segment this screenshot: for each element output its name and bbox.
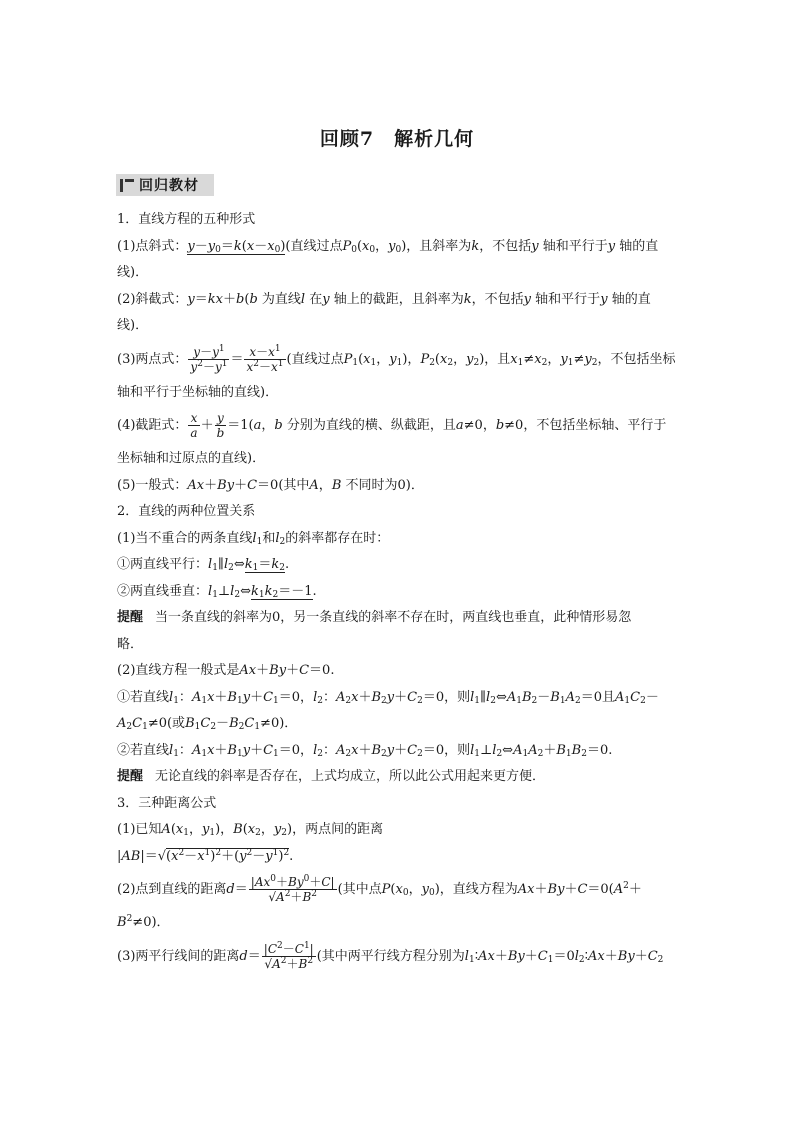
two-point-fraction-right: $\frac{x-x^1}{x^2-x^1}$	[246, 343, 284, 374]
tip-2: 提醒 无论直线的斜率是否存在，上式均成立，所以此公式用起来更方便．	[117, 769, 546, 784]
heading-2: 2．直线的两种位置关系	[117, 504, 256, 519]
heading-1: 1．直线方程的五种形式	[117, 212, 256, 227]
heading-3: 3．三种距离公式	[117, 795, 217, 811]
section-badge-label: 回归教材	[139, 178, 199, 194]
point-slope-line: (1)点斜式：$y-y_0=k(x-x_0)$(直线过点$P_0(x_0$，$y_0$)，且斜率为k，不包括y 轴和平行于y 轴的直	[117, 238, 659, 255]
distance-formula: $|AB|=√(x^2-x^1)^2+(y^2-y^1)^2$.	[117, 847, 294, 864]
two-point-line: (3)两点式： $\frac{y-y^1}{y^2-y^1}$ ＝ $\frac{x-x^1}{x^2-x^1}$ (直线过点$P_1(x_1$，$y_1$)，$P_2(x_2$，$y_2$)，且$x_1\ne x_2$，$y_1\ne y_2$，不包括坐标	[117, 343, 676, 374]
tip-1: 提醒 当一条直线的斜率为0，另一条直线的斜率不存在时，两直线也垂直，此种情形易忽	[117, 610, 632, 625]
point-line-distance: (2)点到直线的距离d＝ $\frac{|Ax^0+By^0+C|}{√A^2+B^2}$ (其中点$P(x_0$，$y_0$)，直线方程为$Ax+By+C=0(A^2+$	[117, 874, 642, 904]
two-point-fraction-left: $\frac{y-y^1}{y^2-y^1}$	[190, 343, 228, 374]
perpendicular-condition: ②两直线垂直：$l_1\perp l_2\Leftrightarrow k_1k_2=-1$.	[117, 583, 317, 600]
intercept-line: (4)截距式： $\frac{x}{a}$ ＋ $\frac{y}{b}$ ＝1(a，b 分别为直线的横、纵截距，且a≠0，b≠0，不包括坐标轴、平行于	[117, 411, 667, 440]
parallel-condition: ①两直线平行：$l_1\parallel l_2\Leftrightarrow k_1=k_2$.	[117, 557, 290, 573]
section-marker-icon	[120, 178, 134, 192]
general-perpendicular-condition: ②若直线$l_1$：$A_1x+B_1y+C_1=0$，$l_2$：$A_2x+B_2y+C_2=0$，则$l_1\perp l_2\Leftrightarrow A_1A_2+B_1B_2=0$.	[117, 742, 613, 759]
parallel-lines-distance: (3)两平行线间的距离d＝ $\frac{|C^2-C^1|}{√A^2+B^2}$ (其中两平行线方程分别为$l_1∶Ax+By+C_1=0l_2∶Ax+By+C_2$	[117, 940, 664, 971]
document-body: 1．直线方程的五种形式 (1)点斜式：$y-y_0=k(x-x_0)$(直线过点$P_0(x_0$，$y_0$)，且斜率为k，不包括y 轴和平行于y 轴的直 线)． (2)斜截式：y＝kx＋b(b 为直线l 在y 轴上的截距，且斜率为k，不包括y 轴和平行于y 轴的直 线)． (3)两点式： $\frac{y-y^1}{y^2-y^1}$ ＝ $\frac{x-x^1}{x^2-x^1}$ (直线过点$P_1(x_1$，$y_1$)，$P_2(x_2$，$y_2$)，且$x_1\ne x_2$，$y_1\ne y_2$，不包括坐标 轴和平行于坐标轴的直线)． (4)截距式： $\frac{x}{a}$ ＋ $\frac{y}{b}$ ＝1(a，b 分别为直线的横、纵截距，且a≠0，b≠0，不包括坐标轴、平行于 坐标轴和过原点的直线)． (5)一般式：Ax＋By＋C＝0(其中A，B 不同时为0)． 2．直线的两种位置关系 (1)当不重合的两条直线$l_1$和$l_2$的斜率都存在时： ①两直线平行：$l_1\parallel l_2\Leftrightarrow k_1=k_2$. ②两直线垂直：$l_1\perp l_2\Leftrightarrow k_1k_2=-1$. 提醒 当一条直线的斜率为0，另一条直线的斜率不存在时，两直线也垂直，此种情形易忽 略． (2)直线方程一般式是Ax＋By＋C＝0. ①若直线$l_1$：$A_1x+B_1y+C_1=0$，$l_2$：$A_2x+B_2y+C_2=0$，则$l_1\parallel l_2\Leftrightarrow A_1B_2-B_1A_2=0$且$A_1C_2-$ $A_2C_1\ne 0$(或$B_1C_2-B_2C_1\ne 0$)． ②若直线$l_1$：$A_1x+B_1y+C_1=0$，$l_2$：$A_2x+B_2y+C_2=0$，则$l_1\perp l_2\Leftrightarrow A_1A_2+B_1B_2=0$. 提醒 无论直线的斜率是否存在，上式均成立，所以此公式用起来更方便． 3．三种距离公式 (1)已知$A(x_1$，$y_1$)，$B(x_2$，$y_2$)，两点间的距离 $|AB|=√(x^2-x^1)^2+(y^2-y^1)^2$. (2)点到直线的距离d＝ $\frac{|Ax^0+By^0+C|}{√A^2+B^2}$ (其中点$P(x_0$，$y_0$)，直线方程为$Ax+By+C=0(A^2+$ $B^2\ne 0$)． (3)两平行线间的距离d＝ $\frac{|C^2-C^1|}{√A^2+B^2}$ (其中两平行线方程分别为$l_1∶Ax+By+C_1=0l_2∶Ax+By+C_2$	[117, 207, 679, 977]
section-badge	[116, 174, 214, 196]
general-form-line: (5)一般式：Ax＋By＋C＝0(其中A，B 不同时为0)．	[117, 477, 424, 493]
page-title: 回顾7 解析几何	[319, 128, 475, 150]
general-parallel-condition: ①若直线$l_1$：$A_1x+B_1y+C_1=0$，$l_2$：$A_2x+B_2y+C_2=0$，则$l_1\parallel l_2\Leftrightarrow A_1B_2-B_1A_2=0$且$A_1C_2-$	[117, 689, 659, 706]
slope-intercept-line: (2)斜截式：y＝kx＋b(b 为直线l 在y 轴上的截距，且斜率为k，不包括y 轴和平行于y 轴的直	[117, 291, 651, 307]
